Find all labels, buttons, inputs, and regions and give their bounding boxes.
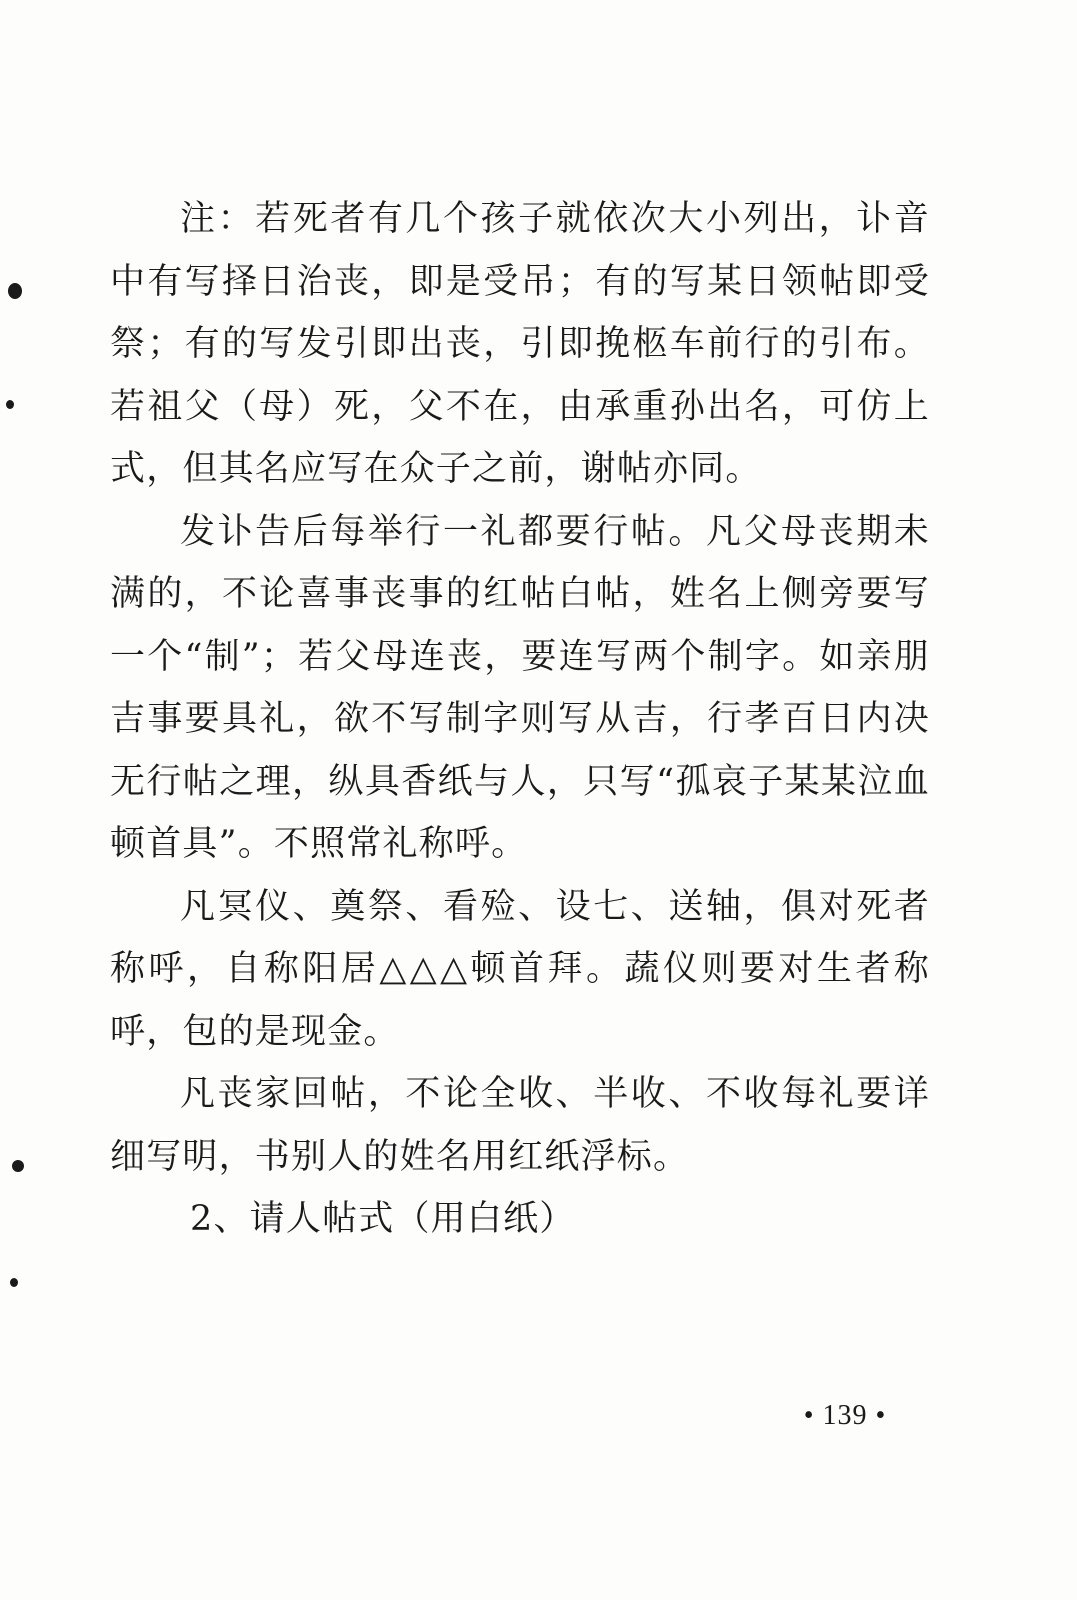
scan-speck [12, 1160, 24, 1172]
scan-speck [6, 400, 14, 409]
page-number: • 139 • [803, 1400, 887, 1431]
body-text [110, 188, 930, 1251]
paragraph-reply-card: 凡丧家回帖，不论全收、半收、不收每礼要详细写明，书别人的姓名用红纸浮标。 [110, 1074, 930, 1177]
paragraph-note: 注：若死者有几个孩子就依次大小列出，讣音中有写择日治丧，即是受吊；有的写某日领帖即受祭；有的写发引即出丧，引即挽柩车前行的引布。若祖父（母）死，父不在，由承重孙出名，可仿上式，但其名应写在众子之前，谢帖亦同。 [110, 199, 930, 489]
paragraph-mourning-address: 凡冥仪、奠祭、看殓、设七、送轴，俱对死者称呼，自称阳居△△△顿首拜。蔬仪则要对生者称呼，包的是现金。 [110, 886, 930, 1052]
scan-speck [10, 1278, 18, 1287]
scan-speck [8, 283, 22, 299]
section-heading: 2、请人帖式（用白纸） [190, 1199, 576, 1239]
paragraph-obituary-etiquette: 发讣告后每举行一礼都要行帖。凡父母丧期未满的，不论喜事丧事的红帖白帖，姓名上侧旁要写一个“制”；若父母连丧，要连写两个制字。如亲朋吉事要具礼，欲不写制字则写从吉，行孝百日内决无行帖之理，纵具香纸与人，只写“孤哀子某某泣血顿首具”。不照常礼称呼。 [110, 511, 930, 864]
